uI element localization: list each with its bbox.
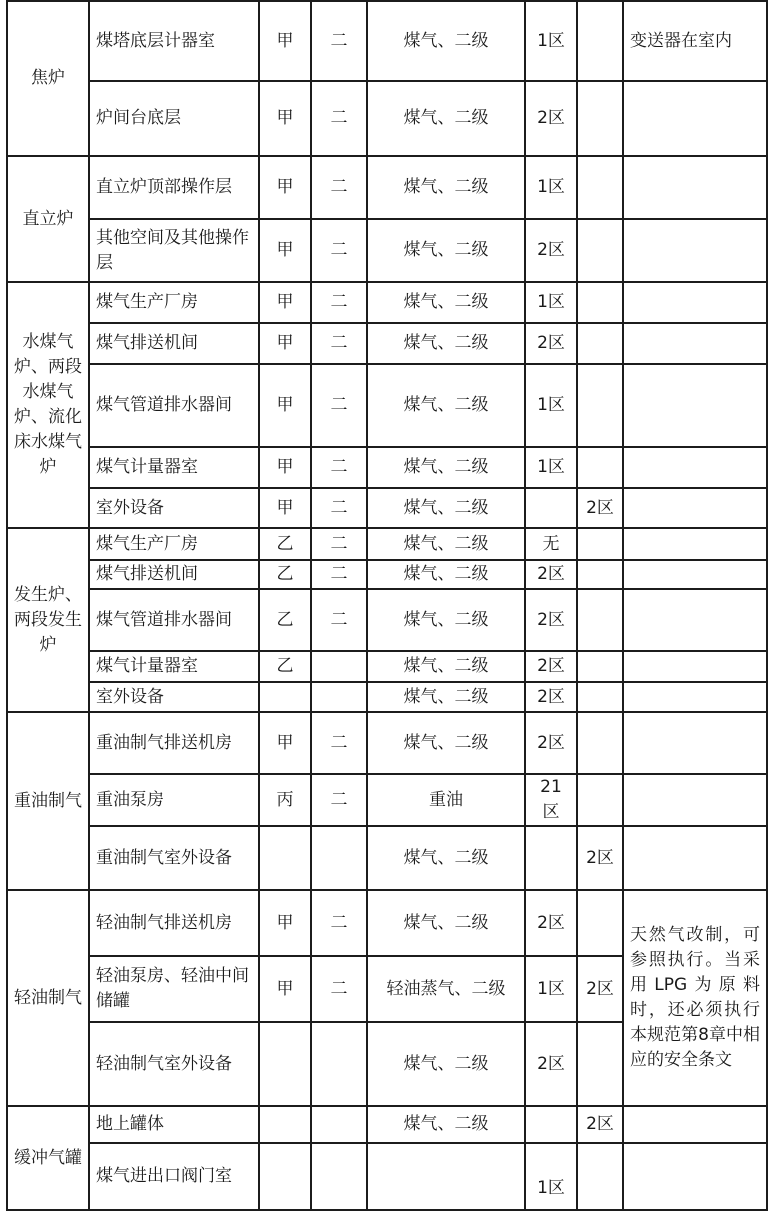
grade-cell: 二 [311, 488, 367, 528]
fire-class-cell [259, 1022, 311, 1106]
note-cell [623, 447, 767, 488]
medium-cell: 煤气、二级 [367, 81, 525, 156]
zone-indoor-cell: 2区 [525, 682, 577, 712]
fire-class-cell: 甲 [259, 890, 311, 956]
table-row [7, 1143, 767, 1210]
group-name: 焦炉 [7, 1, 89, 156]
zone-indoor-cell: 2区 [525, 560, 577, 589]
zone-outdoor-cell [577, 651, 623, 682]
medium-cell [367, 1143, 525, 1210]
place-cell: 直立炉顶部操作层 [89, 156, 259, 219]
place-cell: 煤气排送机间 [89, 560, 259, 589]
note-cell [623, 682, 767, 712]
zone-indoor-cell: 2区 [525, 323, 577, 364]
fire-class-cell: 甲 [259, 364, 311, 447]
place-cell: 地上罐体 [89, 1106, 259, 1143]
medium-cell: 煤气、二级 [367, 560, 525, 589]
place-cell: 煤气生产厂房 [89, 282, 259, 323]
grade-cell: 二 [311, 956, 367, 1022]
place-cell: 煤气排送机间 [89, 323, 259, 364]
fire-class-cell: 乙 [259, 528, 311, 560]
fire-class-cell [259, 1143, 311, 1210]
fire-class-cell: 甲 [259, 447, 311, 488]
place-cell: 室外设备 [89, 682, 259, 712]
zone-outdoor-cell: 2区 [577, 488, 623, 528]
zone-indoor-cell [525, 826, 577, 890]
table-row [7, 364, 767, 447]
zone-indoor-cell: 2区 [525, 81, 577, 156]
fire-class-cell: 甲 [259, 956, 311, 1022]
medium-cell: 煤气、二级 [367, 364, 525, 447]
medium-cell: 煤气、二级 [367, 651, 525, 682]
zone-outdoor-cell [577, 1022, 623, 1106]
zone-outdoor-cell [577, 156, 623, 219]
zone-indoor-cell [525, 1106, 577, 1143]
zone-indoor-cell: 1区 [525, 1, 577, 81]
group-name: 缓冲气罐 [7, 1106, 89, 1210]
grade-cell: 二 [311, 712, 367, 774]
zone-indoor-cell: 1区 [525, 447, 577, 488]
place-cell: 煤气管道排水器间 [89, 364, 259, 447]
place-cell: 轻油制气排送机房 [89, 890, 259, 956]
medium-cell: 煤气、二级 [367, 447, 525, 488]
zone-outdoor-cell [577, 528, 623, 560]
group-name: 发生炉、两段发生炉 [7, 528, 89, 712]
zone-outdoor-cell [577, 560, 623, 589]
zone-indoor-cell: 1区 [525, 156, 577, 219]
grade-cell: 二 [311, 81, 367, 156]
table-row [7, 488, 767, 528]
grade-cell: 二 [311, 1, 367, 81]
grade-cell: 二 [311, 282, 367, 323]
table-row [7, 219, 767, 282]
fire-class-cell: 甲 [259, 282, 311, 323]
place-cell: 轻油制气室外设备 [89, 1022, 259, 1106]
place-cell: 其他空间及其他操作层 [89, 219, 259, 282]
grade-cell: 二 [311, 447, 367, 488]
note-cell [623, 826, 767, 890]
note-cell [623, 488, 767, 528]
grade-cell [311, 826, 367, 890]
medium-cell: 煤气、二级 [367, 890, 525, 956]
medium-cell: 煤气、二级 [367, 712, 525, 774]
zone-outdoor-cell: 2区 [577, 1106, 623, 1143]
medium-cell: 煤气、二级 [367, 528, 525, 560]
zone-outdoor-cell [577, 81, 623, 156]
grade-cell [311, 651, 367, 682]
grade-cell: 二 [311, 890, 367, 956]
note-cell [623, 323, 767, 364]
note-cell [623, 712, 767, 774]
note-cell [623, 81, 767, 156]
note-cell [623, 774, 767, 826]
table-row [7, 447, 767, 488]
medium-cell: 轻油蒸气、二级 [367, 956, 525, 1022]
grade-cell: 二 [311, 589, 367, 651]
zone-outdoor-cell [577, 890, 623, 956]
table-row [7, 1106, 767, 1143]
zone-outdoor-cell [577, 1, 623, 81]
grade-cell: 二 [311, 156, 367, 219]
fire-class-cell [259, 1106, 311, 1143]
fire-class-cell: 甲 [259, 219, 311, 282]
table-row [7, 826, 767, 890]
zone-outdoor-cell [577, 589, 623, 651]
note-cell [623, 364, 767, 447]
table-row [7, 560, 767, 589]
table-row [7, 81, 767, 156]
zone-indoor-cell: 2区 [525, 712, 577, 774]
note-cell: 天然气改制，可参照执行。当采用LPG为原料时，还必须执行本规范第8章中相应的安全条文 [623, 890, 767, 1106]
place-cell: 重油制气室外设备 [89, 826, 259, 890]
zone-outdoor-cell [577, 447, 623, 488]
place-cell: 煤气计量器室 [89, 447, 259, 488]
zone-indoor-cell: 2区 [525, 890, 577, 956]
fire-class-cell: 乙 [259, 651, 311, 682]
zone-outdoor-cell [577, 774, 623, 826]
medium-cell: 煤气、二级 [367, 1, 525, 81]
group-name: 重油制气 [7, 712, 89, 890]
zone-outdoor-cell [577, 682, 623, 712]
zone-indoor-cell: 1区 [525, 282, 577, 323]
zone-outdoor-cell: 2区 [577, 826, 623, 890]
medium-cell: 煤气、二级 [367, 323, 525, 364]
note-cell [623, 589, 767, 651]
medium-cell: 煤气、二级 [367, 1022, 525, 1106]
fire-class-cell: 乙 [259, 589, 311, 651]
zone-indoor-cell: 1区 [525, 956, 577, 1022]
note-cell [623, 156, 767, 219]
table-row [7, 323, 767, 364]
place-cell: 煤气管道排水器间 [89, 589, 259, 651]
table-row [7, 712, 767, 774]
place-cell: 重油泵房 [89, 774, 259, 826]
grade-cell: 二 [311, 774, 367, 826]
medium-cell: 煤气、二级 [367, 589, 525, 651]
place-cell: 室外设备 [89, 488, 259, 528]
note-cell: 变送器在室内 [623, 1, 767, 81]
medium-cell: 煤气、二级 [367, 488, 525, 528]
zone-outdoor-cell [577, 364, 623, 447]
fire-class-cell: 甲 [259, 488, 311, 528]
table-row [7, 589, 767, 651]
medium-cell: 煤气、二级 [367, 682, 525, 712]
fire-class-cell: 甲 [259, 323, 311, 364]
medium-cell: 重油 [367, 774, 525, 826]
grade-cell: 二 [311, 560, 367, 589]
table-row [7, 774, 767, 826]
fire-class-cell [259, 826, 311, 890]
zone-indoor-cell: 无 [525, 528, 577, 560]
fire-class-cell: 乙 [259, 560, 311, 589]
table-row [7, 682, 767, 712]
note-cell [623, 1106, 767, 1143]
zone-outdoor-cell [577, 282, 623, 323]
table-row [7, 528, 767, 560]
group-name: 直立炉 [7, 156, 89, 282]
zone-indoor-cell: 1区 [525, 364, 577, 447]
grade-cell: 二 [311, 528, 367, 560]
zone-indoor-cell: 2区 [525, 219, 577, 282]
fire-class-cell: 甲 [259, 81, 311, 156]
zone-outdoor-cell [577, 219, 623, 282]
zone-indoor-cell: 2区 [525, 1022, 577, 1106]
table-row [7, 156, 767, 219]
grade-cell [311, 1106, 367, 1143]
zone-indoor-cell: 2区 [525, 651, 577, 682]
place-cell: 轻油泵房、轻油中间储罐 [89, 956, 259, 1022]
place-cell: 重油制气排送机房 [89, 712, 259, 774]
medium-cell: 煤气、二级 [367, 219, 525, 282]
grade-cell: 二 [311, 364, 367, 447]
medium-cell: 煤气、二级 [367, 156, 525, 219]
fire-class-cell: 甲 [259, 712, 311, 774]
grade-cell [311, 1022, 367, 1106]
medium-cell: 煤气、二级 [367, 826, 525, 890]
table-row [7, 890, 767, 956]
fire-class-cell: 甲 [259, 156, 311, 219]
note-cell [623, 560, 767, 589]
group-name: 轻油制气 [7, 890, 89, 1106]
table-row [7, 282, 767, 323]
grade-cell: 二 [311, 323, 367, 364]
fire-class-cell: 丙 [259, 774, 311, 826]
table-row [7, 1, 767, 81]
note-cell [623, 1143, 767, 1210]
group-name: 水煤气炉、两段水煤气炉、流化床水煤气炉 [7, 282, 89, 528]
zone-outdoor-cell [577, 712, 623, 774]
medium-cell: 煤气、二级 [367, 1106, 525, 1143]
note-cell [623, 282, 767, 323]
medium-cell: 煤气、二级 [367, 282, 525, 323]
hazard-zone-table [6, 0, 768, 1211]
zone-indoor-cell: 2区 [525, 589, 577, 651]
place-cell: 煤气计量器室 [89, 651, 259, 682]
zone-outdoor-cell: 2区 [577, 956, 623, 1022]
grade-cell [311, 1143, 367, 1210]
zone-indoor-cell: 1区 [525, 1143, 577, 1210]
grade-cell [311, 682, 367, 712]
note-cell [623, 219, 767, 282]
note-cell [623, 528, 767, 560]
fire-class-cell [259, 682, 311, 712]
zone-indoor-cell: 21区 [525, 774, 577, 826]
table-row [7, 651, 767, 682]
place-cell: 炉间台底层 [89, 81, 259, 156]
zone-indoor-cell [525, 488, 577, 528]
zone-outdoor-cell [577, 1143, 623, 1210]
place-cell: 煤气生产厂房 [89, 528, 259, 560]
fire-class-cell: 甲 [259, 1, 311, 81]
place-cell: 煤塔底层计器室 [89, 1, 259, 81]
zone-outdoor-cell [577, 323, 623, 364]
place-cell: 煤气进出口阀门室 [89, 1143, 259, 1210]
grade-cell: 二 [311, 219, 367, 282]
note-cell [623, 651, 767, 682]
